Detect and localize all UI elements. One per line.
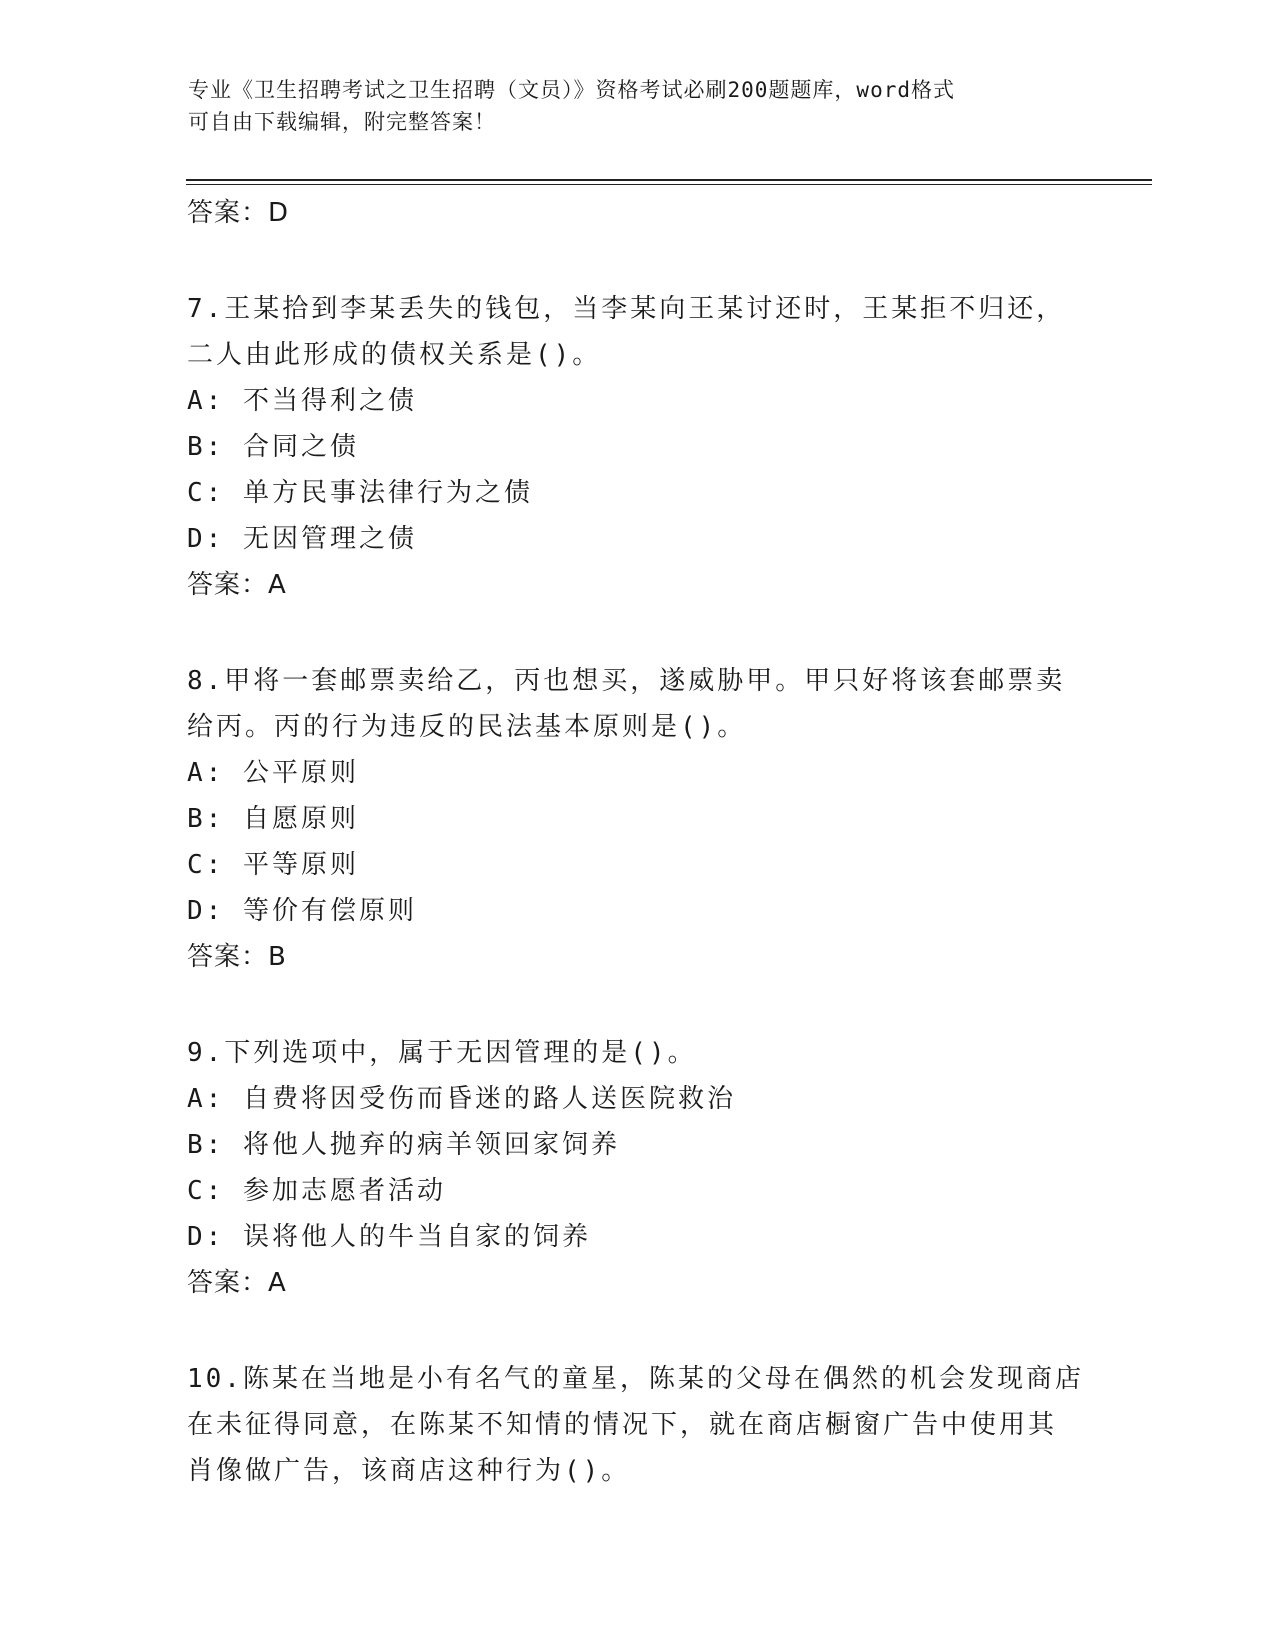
option-b: B: 合同之债 bbox=[187, 432, 359, 462]
previous-answer: 答案：D bbox=[187, 198, 290, 228]
question-9 bbox=[187, 1030, 1087, 1306]
option-c: C: 平等原则 bbox=[187, 850, 359, 880]
option-d: D: 无因管理之债 bbox=[187, 524, 417, 554]
question-stem-line: 在未征得同意，在陈某不知情的情况下，就在商店橱窗广告中使用其 bbox=[187, 1410, 1058, 1440]
option-d: D: 误将他人的牛当自家的饲养 bbox=[187, 1222, 591, 1252]
question-stem-line: 给丙。丙的行为违反的民法基本原则是()。 bbox=[187, 712, 747, 742]
answer: 答案：B bbox=[187, 942, 287, 972]
option-b: B: 自愿原则 bbox=[187, 804, 359, 834]
answer: 答案：A bbox=[187, 1268, 287, 1298]
question-stem-line: 肖像做广告，该商店这种行为()。 bbox=[187, 1456, 631, 1486]
question-8 bbox=[187, 658, 1087, 980]
question-stem-line: 9.下列选项中，属于无因管理的是()。 bbox=[187, 1038, 697, 1068]
option-b: B: 将他人抛弃的病羊领回家饲养 bbox=[187, 1130, 620, 1160]
question-stem-line: 7.王某拾到李某丢失的钱包，当李某向王某讨还时，王某拒不归还， bbox=[187, 294, 1066, 324]
header-line-2: 可自由下载编辑，附完整答案！ bbox=[188, 110, 496, 134]
option-a: A: 自费将因受伤而昏迷的路人送医院救治 bbox=[187, 1084, 736, 1114]
question-7 bbox=[187, 286, 1087, 608]
question-stem-line: 8.甲将一套邮票卖给乙，丙也想买，遂威胁甲。甲只好将该套邮票卖 bbox=[187, 666, 1066, 696]
option-a: A: 不当得利之债 bbox=[187, 386, 417, 416]
page-header bbox=[188, 74, 1088, 138]
header-line-1: 专业《卫生招聘考试之卫生招聘（文员）》资格考试必刷200题题库，word格式 bbox=[188, 78, 955, 102]
question-stem-line: 二人由此形成的债权关系是()。 bbox=[187, 340, 602, 370]
option-c: C: 参加志愿者活动 bbox=[187, 1176, 446, 1206]
header-divider-thick bbox=[186, 179, 1152, 181]
option-a: A: 公平原则 bbox=[187, 758, 359, 788]
option-d: D: 等价有偿原则 bbox=[187, 896, 417, 926]
answer: 答案：A bbox=[187, 570, 287, 600]
question-10 bbox=[187, 1356, 1087, 1494]
question-stem-line: 10.陈某在当地是小有名气的童星，陈某的父母在偶然的机会发现商店 bbox=[187, 1364, 1084, 1394]
header-divider-thin bbox=[186, 184, 1152, 185]
option-c: C: 单方民事法律行为之债 bbox=[187, 478, 533, 508]
question-list bbox=[187, 190, 1087, 1494]
